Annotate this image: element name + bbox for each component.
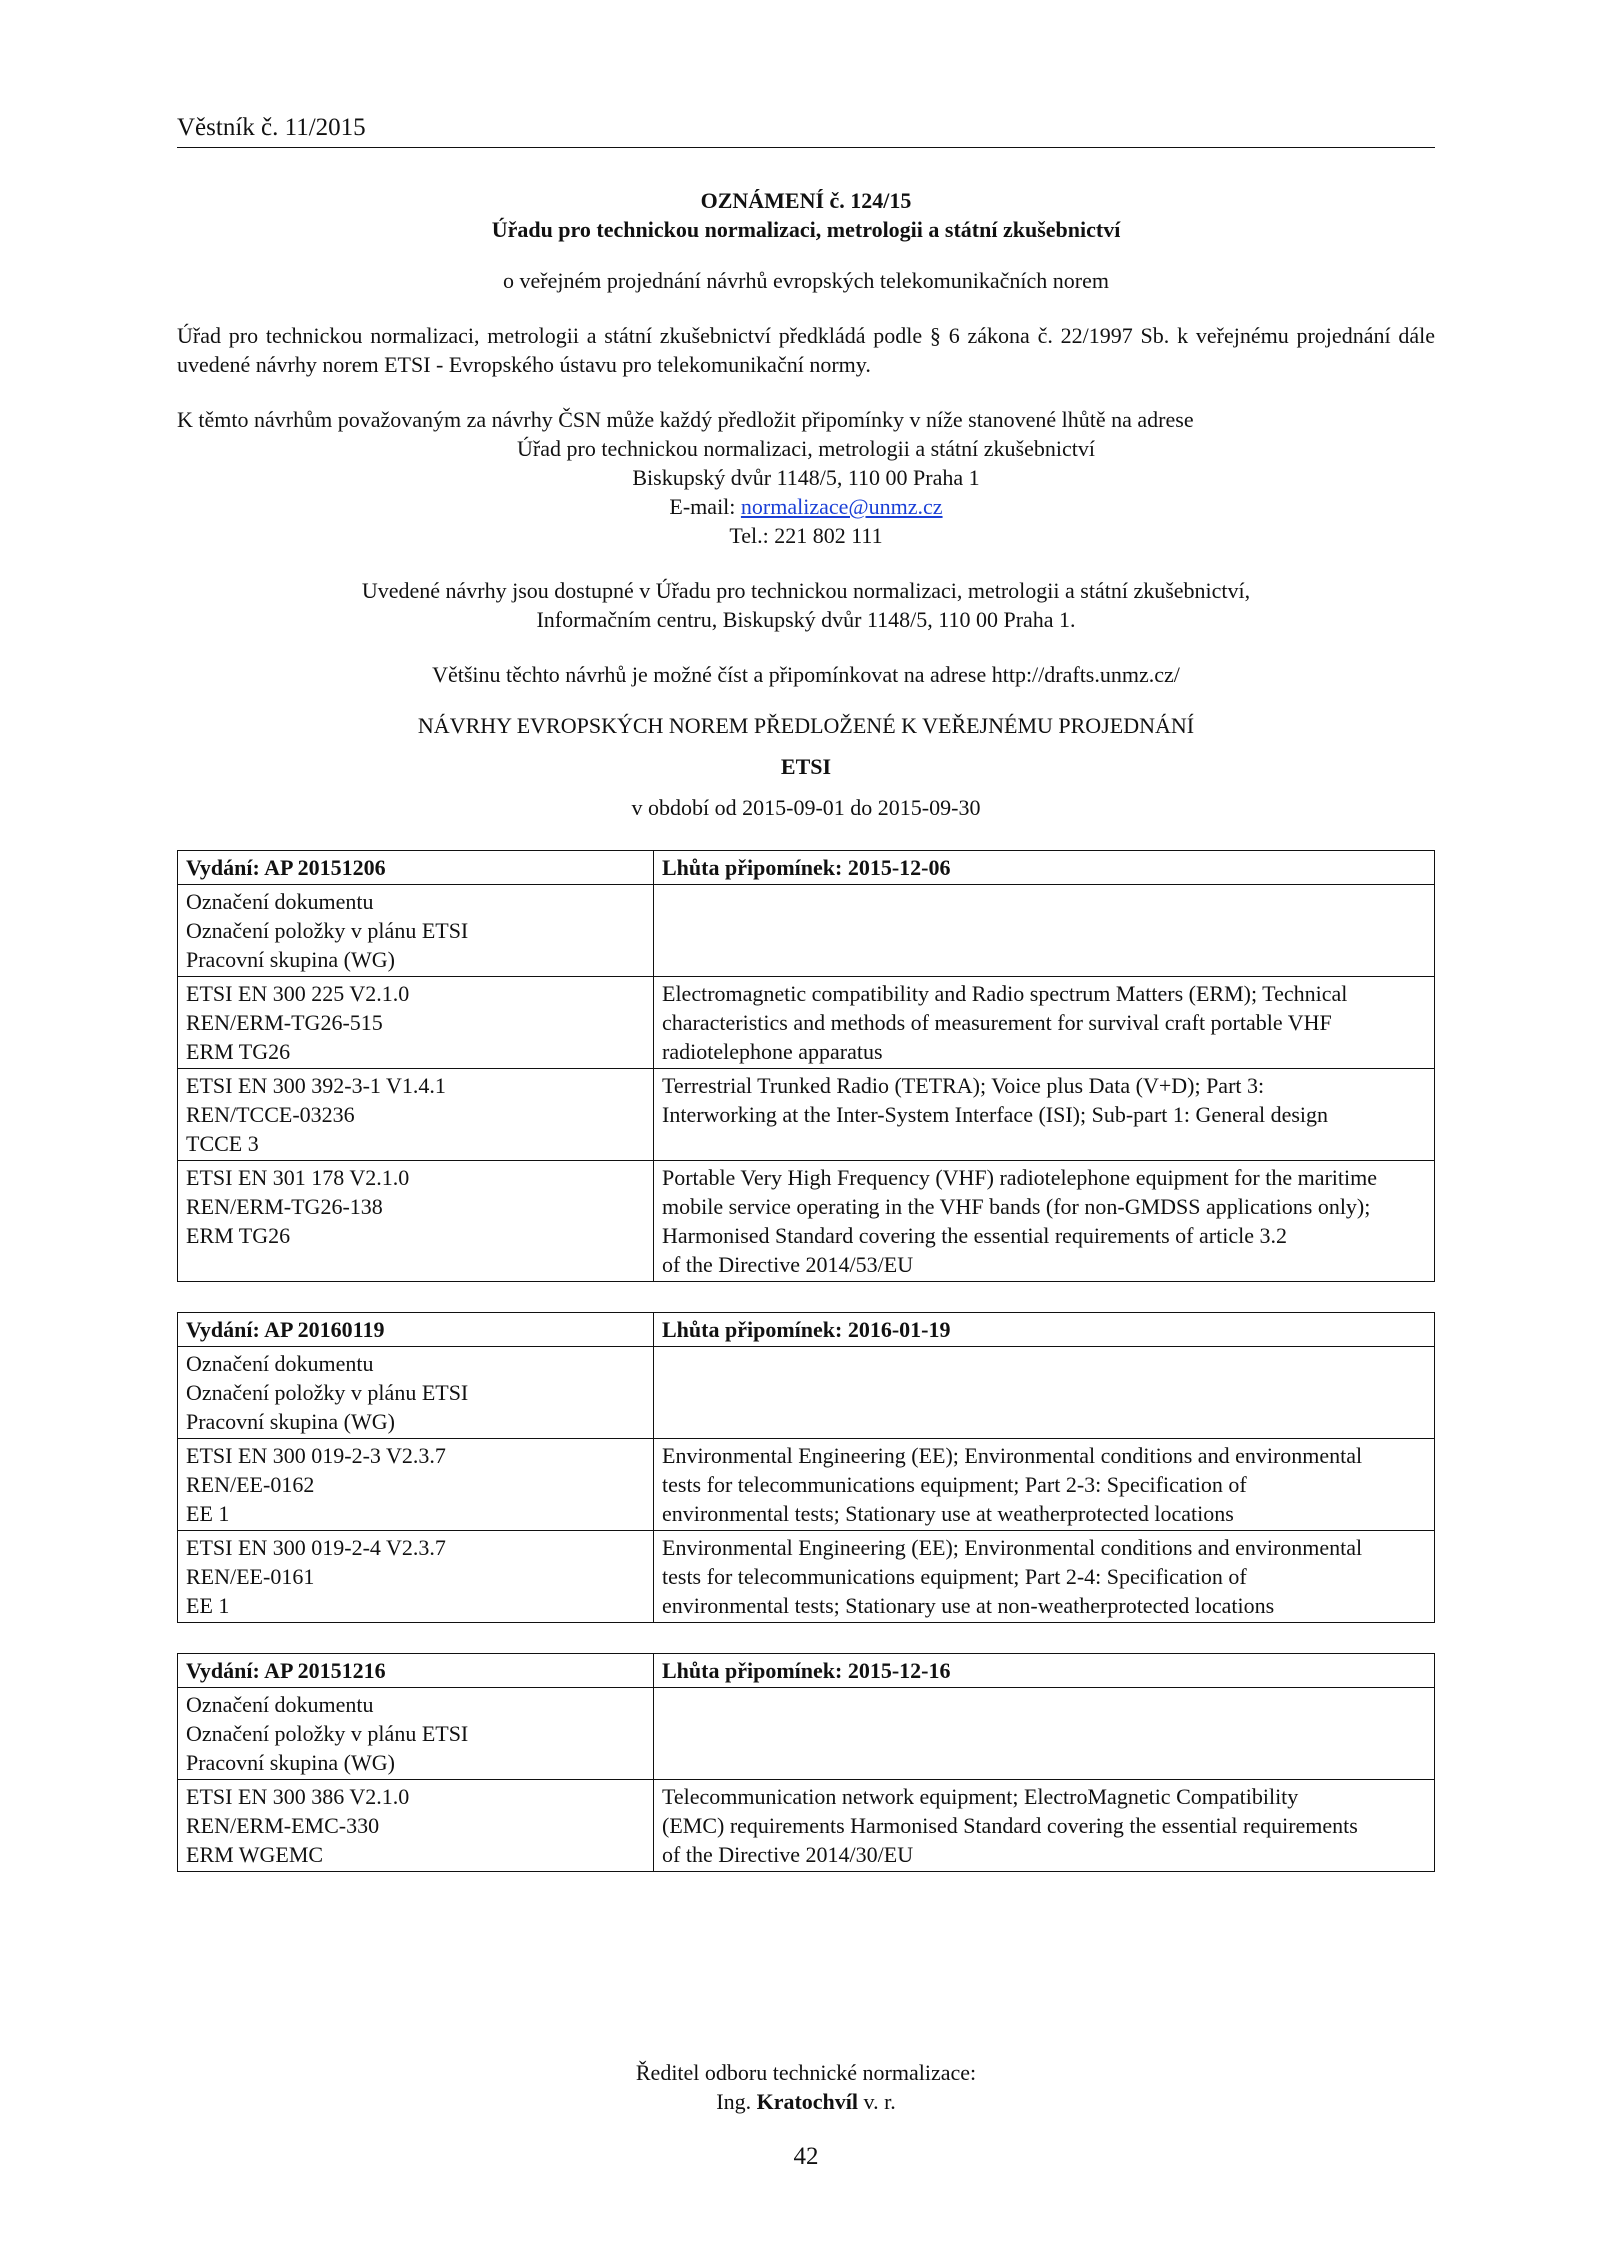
section-period: v období od 2015-09-01 do 2015-09-30 (631, 795, 981, 820)
section-org: ETSI (780, 754, 832, 779)
plan-item: REN/EE-0161 (186, 1564, 315, 1589)
signature-name-line (177, 2087, 1435, 2116)
title-line: Telecommunication network equipment; ElectroMagnetic Compatibility (662, 1784, 1299, 1809)
plan-item: REN/ERM-TG26-515 (186, 1010, 383, 1035)
issue-number: Vydání: AP 20151206 (186, 855, 386, 880)
empty-cell (653, 1346, 1434, 1438)
page-number: 42 (793, 2143, 819, 2170)
page-content (177, 186, 1435, 1872)
document-number: ETSI EN 300 392-3-1 V1.4.1 (186, 1073, 446, 1098)
title-line: Interworking at the Inter-System Interface (ISI); Sub-part 1: General design (662, 1102, 1329, 1127)
comment-deadline: Lhůta připomínek: 2016-01-19 (653, 1313, 1434, 1346)
availability-line-2: Informačním centru, Biskupský dvůr 1148/5, 110 00 Praha 1. (536, 607, 1076, 632)
signature-block (177, 2058, 1435, 2116)
issue-number: Vydání: AP 20160119 (186, 1317, 385, 1342)
table-header-row (178, 851, 1434, 884)
column-labels (178, 1687, 653, 1779)
working-group: EE 1 (186, 1593, 230, 1618)
running-head: Věstník č. 11/2015 (177, 114, 366, 141)
signature-prefix: Ing. (716, 2089, 757, 2114)
intro-paragraph: Úřad pro technickou normalizaci, metrologii a státní zkušebnictví předkládá podle § 6 zákona č. 22/1997 Sb. k veřejnému projednání dále uvedené návrhy norem ETSI - Evropského ústavu pro telekomunikační normy. (177, 323, 1435, 377)
comments-lead: K těmto návrhům považovaným za návrhy ČSN může každý předložit připomínky v níže stanovené lhůtě na adrese (177, 407, 1194, 432)
signature-suffix: v. r. (858, 2089, 896, 2114)
title-line: Portable Very High Frequency (VHF) radiotelephone equipment for the maritime (662, 1165, 1378, 1190)
email-link[interactable]: normalizace@unmz.cz (740, 494, 943, 519)
signature-name: Kratochvíl (756, 2089, 859, 2114)
table-row (178, 976, 1434, 1068)
working-group: TCCE 3 (186, 1131, 259, 1156)
column-label: Označení dokumentu (186, 1351, 374, 1376)
issue-table (177, 1653, 1435, 1872)
announcement-subtitle: o veřejném projednání návrhů evropských telekomunikačních norem (502, 268, 1110, 293)
title-line: Environmental Engineering (EE); Environmental conditions and environmental (662, 1443, 1363, 1468)
table-row (178, 1779, 1434, 1871)
comment-deadline: Lhůta připomínek: 2015-12-16 (653, 1654, 1434, 1687)
issue-table (177, 850, 1435, 1282)
issue-number: Vydání: AP 20151216 (186, 1658, 386, 1683)
header-rule (177, 147, 1435, 148)
title-line: characteristics and methods of measurement for survival craft portable VHF (662, 1010, 1332, 1035)
column-label: Označení dokumentu (186, 889, 374, 914)
title-line: of the Directive 2014/30/EU (662, 1842, 914, 1867)
document-ids (178, 1068, 653, 1160)
standard-title (653, 1530, 1434, 1622)
standard-title (653, 1779, 1434, 1871)
plan-item: REN/ERM-TG26-138 (186, 1194, 383, 1219)
document-ids (178, 1779, 653, 1871)
section-heading: NÁVRHY EVROPSKÝCH NOREM PŘEDLOŽENÉ K VEŘEJNÉMU PROJEDNÁNÍ (417, 713, 1195, 738)
signature-title: Ředitel odboru technické normalizace: (635, 2060, 977, 2085)
empty-cell (653, 884, 1434, 976)
document-ids (178, 1160, 653, 1281)
online-availability: Většinu těchto návrhů je možné číst a připomínkovat na adrese http://drafts.unmz.cz/ (432, 662, 1180, 687)
plan-item: REN/EE-0162 (186, 1472, 315, 1497)
comment-deadline: Lhůta připomínek: 2015-12-06 (653, 851, 1434, 884)
column-labels (178, 1346, 653, 1438)
table-row (178, 1438, 1434, 1530)
column-label: Pracovní skupina (WG) (186, 1750, 395, 1775)
working-group: ERM WGEMC (186, 1842, 324, 1867)
title-line: tests for telecommunications equipment; Part 2-3: Specification of (662, 1472, 1247, 1497)
title-line: Environmental Engineering (EE); Environmental conditions and environmental (662, 1535, 1363, 1560)
title-line: mobile service operating in the VHF bands (for non-GMDSS applications only); (662, 1194, 1371, 1219)
title-line: of the Directive 2014/53/EU (662, 1252, 914, 1277)
column-labels (178, 884, 653, 976)
standards-tables (177, 850, 1435, 1872)
table-row (178, 1068, 1434, 1160)
issuer-title: Úřadu pro technickou normalizaci, metrologii a státní zkušebnictví (491, 217, 1121, 242)
plan-item: REN/ERM-EMC-330 (186, 1813, 380, 1838)
document-number: ETSI EN 301 178 V2.1.0 (186, 1165, 410, 1190)
title-line: (EMC) requirements Harmonised Standard covering the essential requirements (662, 1813, 1358, 1838)
table-row (178, 1530, 1434, 1622)
availability-line-1: Uvedené návrhy jsou dostupné v Úřadu pro technickou normalizaci, metrologii a státní zkušebnictví, (361, 578, 1251, 603)
working-group: EE 1 (186, 1501, 230, 1526)
address-line-2: Biskupský dvůr 1148/5, 110 00 Praha 1 (632, 465, 980, 490)
table-label-row (178, 884, 1434, 976)
title-line: radiotelephone apparatus (662, 1039, 883, 1064)
column-label: Označení dokumentu (186, 1692, 374, 1717)
title-line: Harmonised Standard covering the essential requirements of article 3.2 (662, 1223, 1287, 1248)
issue-table (177, 1312, 1435, 1623)
empty-cell (653, 1687, 1434, 1779)
column-label: Pracovní skupina (WG) (186, 1409, 395, 1434)
title-line: Electromagnetic compatibility and Radio spectrum Matters (ERM); Technical (662, 981, 1348, 1006)
working-group: ERM TG26 (186, 1039, 291, 1064)
announcement-title: OZNÁMENÍ č. 124/15 (700, 188, 912, 213)
address-line-1: Úřad pro technickou normalizaci, metrologii a státní zkušebnictví (517, 436, 1095, 461)
working-group: ERM TG26 (186, 1223, 291, 1248)
title-line: environmental tests; Stationary use at weatherprotected locations (662, 1501, 1234, 1526)
email-line (177, 492, 1435, 521)
column-label: Označení položky v plánu ETSI (186, 1380, 469, 1405)
email-label: E-mail: (669, 494, 741, 519)
column-label: Označení položky v plánu ETSI (186, 1721, 469, 1746)
standard-title (653, 1160, 1434, 1281)
document-number: ETSI EN 300 225 V2.1.0 (186, 981, 410, 1006)
plan-item: REN/TCCE-03236 (186, 1102, 355, 1127)
column-label: Označení položky v plánu ETSI (186, 918, 469, 943)
title-line: Terrestrial Trunked Radio (TETRA); Voice plus Data (V+D); Part 3: (662, 1073, 1265, 1098)
standard-title (653, 976, 1434, 1068)
document-ids (178, 1530, 653, 1622)
table-header-row (178, 1313, 1434, 1346)
document-ids (178, 1438, 653, 1530)
phone-line: Tel.: 221 802 111 (729, 523, 883, 548)
column-label: Pracovní skupina (WG) (186, 947, 395, 972)
standard-title (653, 1438, 1434, 1530)
table-label-row (178, 1687, 1434, 1779)
standard-title (653, 1068, 1434, 1160)
title-line: tests for telecommunications equipment; Part 2-4: Specification of (662, 1564, 1247, 1589)
document-number: ETSI EN 300 019-2-3 V2.3.7 (186, 1443, 446, 1468)
document-number: ETSI EN 300 019-2-4 V2.3.7 (186, 1535, 446, 1560)
table-row (178, 1160, 1434, 1281)
title-line: environmental tests; Stationary use at non-weatherprotected locations (662, 1593, 1275, 1618)
table-label-row (178, 1346, 1434, 1438)
table-header-row (178, 1654, 1434, 1687)
document-ids (178, 976, 653, 1068)
document-number: ETSI EN 300 386 V2.1.0 (186, 1784, 410, 1809)
